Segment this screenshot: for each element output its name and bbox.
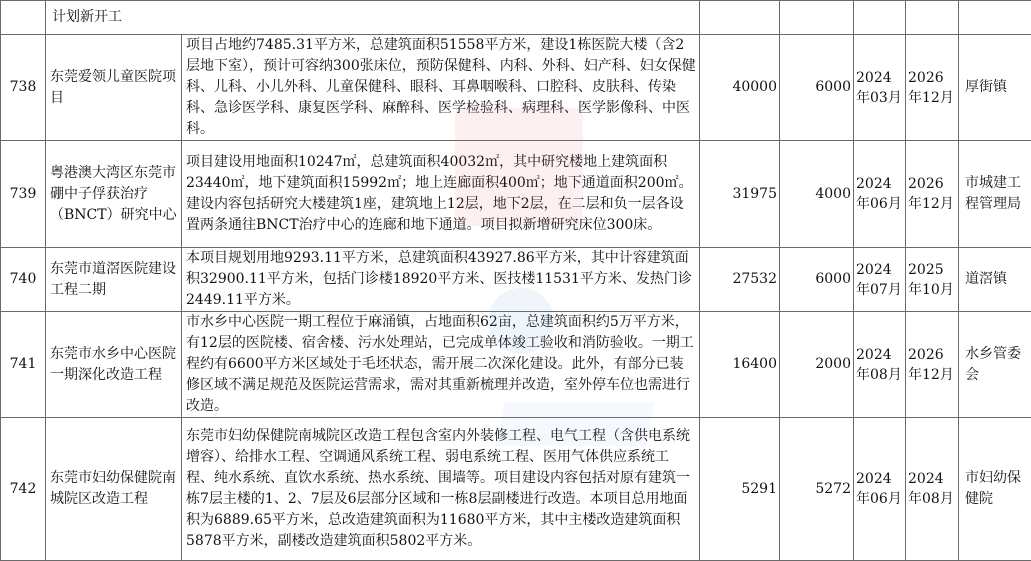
- table-row: [1, 35, 1031, 141]
- total-investment: 5291: [700, 418, 780, 561]
- row-number: 738: [1, 35, 46, 141]
- end-date: 2026年12月: [906, 35, 959, 141]
- project-description: 市水乡中心医院一期工程位于麻涌镇，占地面积62亩，总建筑面积约5万平方米，有12层的医院楼、宿舍楼、污水处理站，已完成单体竣工验收和消防验收。一期工程约有6600平方米区域处于毛坯状态，需开展二次深化建设。此外，有部分已装修区域不满足规范及医院运营需求，需对其重新梳理并改造，室外停车位也需进行改造。: [182, 312, 700, 418]
- project-name: 东莞爱领儿童医院项目: [46, 35, 182, 141]
- project-description: 本项目规划用地9293.11平方米，总建筑面积43927.86平方米，其中计容建筑面积32900.11平方米，包括门诊楼18920平方米、医技楼11531平方米、发热门诊2449.11平方米。: [182, 248, 700, 312]
- start-date: 2024年07月: [854, 248, 906, 312]
- end-date: 2026年12月: [906, 141, 959, 248]
- responsible-unit: 市城建工程管理局: [959, 141, 1031, 248]
- annual-investment: 6000: [780, 248, 854, 312]
- phase-row: [1, 1, 1031, 35]
- table-row: [1, 141, 1031, 248]
- project-description: 项目占地约7485.31平方米，总建筑面积51558平方米，建设1栋医院大楼（含2层地下室），预计可容纳300张床位，预防保健科、内科、外科、妇产科、妇女保健科、儿科、小儿外科、儿童保健科、眼科、耳鼻咽喉科、口腔科、皮肤科、传染科、急诊医学科、康复医学科、麻醉科、医学检验科、病理科、医学影像科、中医科。: [182, 35, 700, 141]
- start-date: 2024年06月: [854, 418, 906, 561]
- end-date: 2025年10月: [906, 248, 959, 312]
- table-row: [1, 248, 1031, 312]
- project-name: 东莞市道滘医院建设工程二期: [46, 248, 182, 312]
- total-investment: 40000: [700, 35, 780, 141]
- row-number: 741: [1, 312, 46, 418]
- table-row: [1, 418, 1031, 561]
- start-date: 2024年06月: [854, 141, 906, 248]
- total-investment: 31975: [700, 141, 780, 248]
- project-name: 东莞市水乡中心医院一期深化改造工程: [46, 312, 182, 418]
- row-number: 739: [1, 141, 46, 248]
- annual-investment: 4000: [780, 141, 854, 248]
- project-name: 粤港澳大湾区东莞市硼中子俘获治疗（BNCT）研究中心: [46, 141, 182, 248]
- annual-investment: 2000: [780, 312, 854, 418]
- table-row: [1, 312, 1031, 418]
- annual-investment: 6000: [780, 35, 854, 141]
- project-description: 东莞市妇幼保健院南城院区改造工程包含室内外装修工程、电气工程（含供电系统增容）、给排水工程、空调通风系统工程、弱电系统工程、医用气体供应系统工程、纯水系统、直饮水系统、热水系统、围墙等。项目建设内容包括对原有建筑一栋7层主楼的1、2、7层及6层部分区域和一栋8层副楼进行改造。本项目总用地面积为6889.65平方米，总改造建筑面积为11680平方米，其中主楼改造建筑面积5878平方米，副楼改造建筑面积5802平方米。: [182, 418, 700, 561]
- annual-investment: 5272: [780, 418, 854, 561]
- end-date: 2026年12月: [906, 312, 959, 418]
- start-date: 2024年08月: [854, 312, 906, 418]
- project-name: 东莞市妇幼保健院南城院区改造工程: [46, 418, 182, 561]
- total-investment: 16400: [700, 312, 780, 418]
- start-date: 2024年03月: [854, 35, 906, 141]
- row-number: 742: [1, 418, 46, 561]
- responsible-unit: 市妇幼保健院: [959, 418, 1031, 561]
- responsible-unit: 厚街镇: [959, 35, 1031, 141]
- responsible-unit: 水乡管委会: [959, 312, 1031, 418]
- total-investment: 27532: [700, 248, 780, 312]
- project-description: 项目建设用地面积10247㎡，总建筑面积40032㎡，其中研究楼地上建筑面积23440㎡，地下建筑面积15992㎡；地上连廊面积400㎡；地下通道面积200㎡。建设内容包括研究大楼建筑1座，建筑地上12层，地下2层，在二层和负一层各设置两条通往BNCT治疗中心的连廊和地下通道。项目拟新增研究床位300床。: [182, 141, 700, 248]
- phase-label: 计划新开工: [46, 1, 700, 35]
- row-number: 740: [1, 248, 46, 312]
- end-date: 2024年08月: [906, 418, 959, 561]
- responsible-unit: 道滘镇: [959, 248, 1031, 312]
